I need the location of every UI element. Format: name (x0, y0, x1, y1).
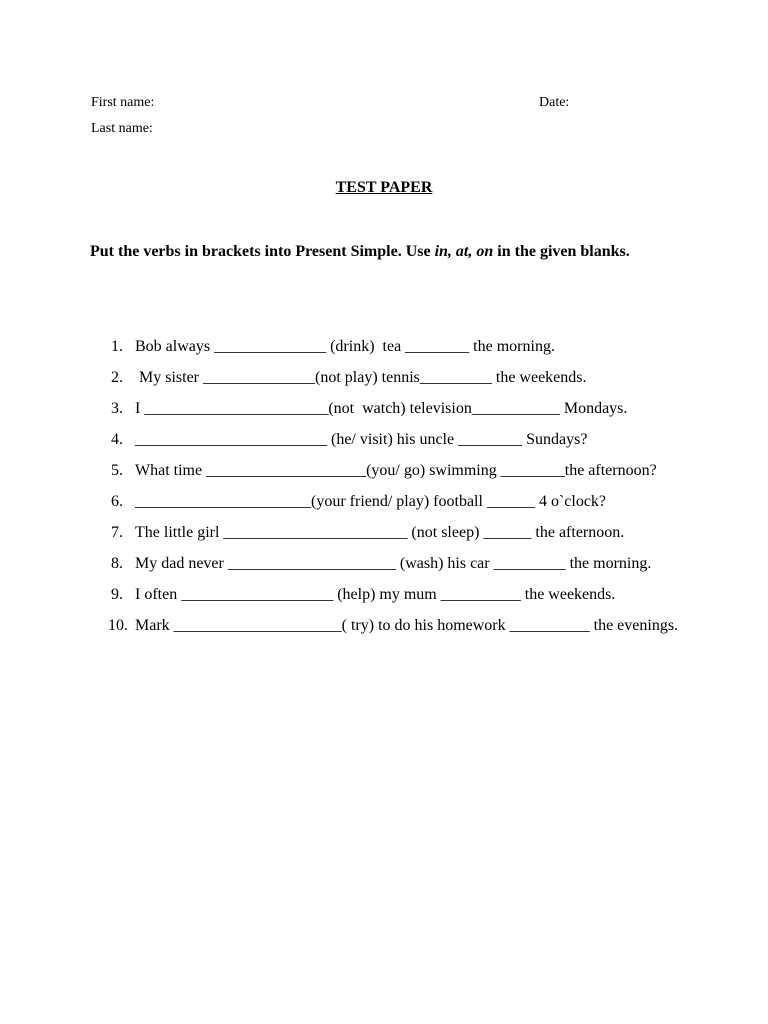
exercise-number: 9. (111, 586, 123, 603)
exercise-text: ________________________ (he/ visit) his uncle ________ Sundays? (135, 431, 588, 448)
exercise-number: 10. (108, 617, 128, 634)
instructions (90, 236, 690, 267)
exercise-text: Mark _____________________( try) to do his homework __________ the evenings. (135, 617, 679, 634)
exercise-text: What time ____________________(you/ go) swimming ________the afternoon? (135, 462, 657, 479)
exercise-number: 4. (111, 431, 123, 448)
exercise-item-1 (0, 331, 768, 362)
exercise-text: The little girl _______________________ (not sleep) ______ the afternoon. (135, 524, 625, 541)
exercise-item-9 (0, 579, 768, 610)
instructions-prepositions: in, at, on (434, 243, 494, 260)
exercise-text: My dad never _____________________ (wash) his car _________ the morning. (135, 555, 652, 572)
exercise-item-7 (0, 517, 768, 548)
exercise-text: Bob always ______________ (drink) tea ________ the morning. (135, 338, 555, 355)
instructions-text-start: Put the verbs in brackets into Present Simple. Use (90, 243, 435, 260)
exercise-item-5 (0, 455, 768, 486)
first-name-label: First name: (91, 95, 155, 110)
instructions-text-end: in the given blanks. (493, 243, 630, 260)
exercise-text: My sister ______________(not play) tennis_________ the weekends. (135, 369, 587, 386)
exercise-number: 7. (111, 524, 123, 541)
exercise-text: I _______________________(not watch) television___________ Mondays. (135, 400, 628, 417)
exercise-number: 8. (111, 555, 123, 572)
exercise-item-8 (0, 548, 768, 579)
exercise-item-2 (0, 362, 768, 393)
exercise-number: 2. (111, 369, 123, 386)
exercise-item-6 (0, 486, 768, 517)
exercise-number: 6. (111, 493, 123, 510)
exercise-list (0, 331, 768, 641)
date-label: Date: (539, 95, 570, 110)
exercise-item-4 (0, 424, 768, 455)
last-name-label: Last name: (91, 121, 153, 136)
exercise-number: 5. (111, 462, 123, 479)
exercise-number: 3. (111, 400, 123, 417)
page-title: TEST PAPER (335, 179, 433, 196)
exercise-item-10 (0, 610, 768, 641)
exercise-item-3 (0, 393, 768, 424)
exercise-text: I often ___________________ (help) my mum __________ the weekends. (135, 586, 616, 603)
exercise-number: 1. (111, 338, 123, 355)
exercise-text: ______________________(your friend/ play) football ______ 4 o`clock? (135, 493, 607, 510)
